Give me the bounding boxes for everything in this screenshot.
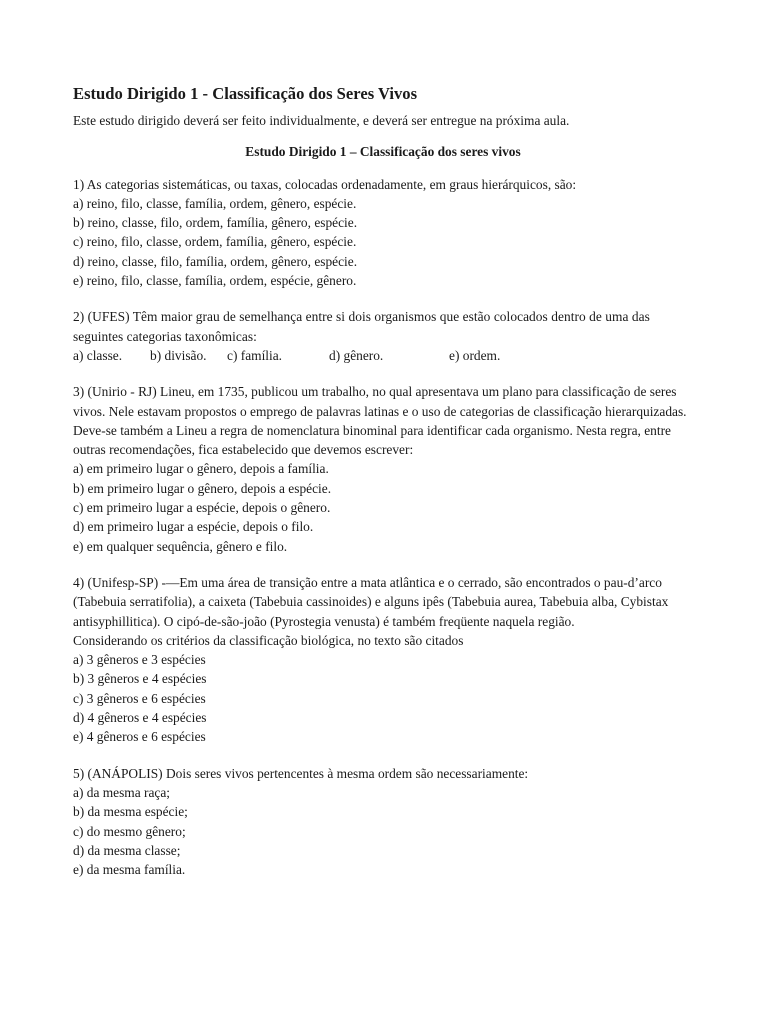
document-page (73, 84, 693, 896)
answer-option: b) da mesma espécie; (73, 804, 188, 820)
question-text: 1) As categorias sistemáticas, ou taxas, colocadas ordenadamente, em graus hierárquicos, são: (73, 176, 577, 192)
answer-option: d) gênero. (329, 347, 384, 363)
intro-text: Este estudo dirigido deverá ser feito individualmente, e deverá ser entregue na próxima aula. (73, 113, 570, 128)
answer-option: e) reino, filo, classe, família, ordem, espécie, gênero. (73, 273, 357, 289)
answer-option: c) família. (227, 347, 283, 363)
question-3 (73, 382, 693, 556)
answer-options-row (73, 346, 693, 365)
answer-option: e) 4 gêneros e 6 espécies (73, 729, 206, 745)
answer-option: a) classe. (73, 347, 123, 363)
question-5 (73, 764, 693, 880)
answer-option: b) 3 gêneros e 4 espécies (73, 671, 207, 687)
answer-option: b) em primeiro lugar o gênero, depois a espécie. (73, 480, 332, 496)
answer-option: d) da mesma classe; (73, 842, 181, 858)
answer-option: a) reino, filo, classe, família, ordem, gênero, espécie. (73, 195, 357, 211)
question-text: 2) (UFES) Têm maior grau de semelhança entre si dois organismos que estão colocados dentro de uma das seguintes categorias taxonômicas: (73, 309, 650, 344)
answer-option: e) em qualquer sequência, gênero e filo. (73, 538, 288, 554)
question-text: 3) (Unirio - RJ) Lineu, em 1735, publicou um trabalho, no qual apresentava um plano para classificação de seres vivos. Nele estavam propostos o emprego de palavras latinas e o uso de categorias de classificação hierarquizadas. Deve-se também a Lineu a regra de nomenclatura binominal para identificar cada organismo. Nesta regra, entre outras recomendações, fica estabelecido que devemos escrever: (73, 384, 687, 458)
question-2 (73, 307, 693, 365)
answer-option: a) da mesma raça; (73, 784, 171, 800)
section-subtitle: Estudo Dirigido 1 – Classificação dos seres vivos (245, 144, 521, 160)
question-4 (73, 573, 693, 747)
answer-option: c) reino, filo, classe, ordem, família, gênero, espécie. (73, 234, 357, 250)
answer-option: d) reino, classe, filo, família, ordem, gênero, espécie. (73, 253, 358, 269)
answer-option: c) em primeiro lugar a espécie, depois o gênero. (73, 500, 331, 516)
answer-option: c) 3 gêneros e 6 espécies (73, 690, 206, 706)
answer-option: e) da mesma família. (73, 862, 186, 878)
answer-option: b) divisão. (150, 347, 207, 363)
answer-option: d) 4 gêneros e 4 espécies (73, 710, 207, 726)
answer-option: d) em primeiro lugar a espécie, depois o filo. (73, 519, 314, 535)
answer-option: a) 3 gêneros e 3 espécies (73, 652, 206, 668)
question-text: 5) (ANÁPOLIS) Dois seres vivos pertencentes à mesma ordem são necessariamente: (73, 765, 529, 781)
answer-option: b) reino, classe, filo, ordem, família, gênero, espécie. (73, 215, 358, 231)
answer-option: a) em primeiro lugar o gênero, depois a família. (73, 461, 329, 477)
question-prompt: Considerando os critérios da classificação biológica, no texto são citados (73, 632, 464, 648)
question-1 (73, 175, 693, 291)
answer-option: e) ordem. (449, 347, 501, 363)
question-text: 4) (Unifesp-SP) -—Em uma área de transição entre a mata atlântica e o cerrado, são encontrados o pau-d’arco (Tabebuia serratifolia), a caixeta (Tabebuia cassinoides) e alguns ipês (Tabebuia aurea, Tabebuia alba, Cybistax antisyphillitica). O cipó-de-são-joão (Pyrostegia venusta) é também freqüente naquela região. (73, 574, 669, 629)
document-title: Estudo Dirigido 1 - Classificação dos Seres Vivos (73, 84, 418, 103)
answer-option: c) do mesmo gênero; (73, 823, 186, 839)
